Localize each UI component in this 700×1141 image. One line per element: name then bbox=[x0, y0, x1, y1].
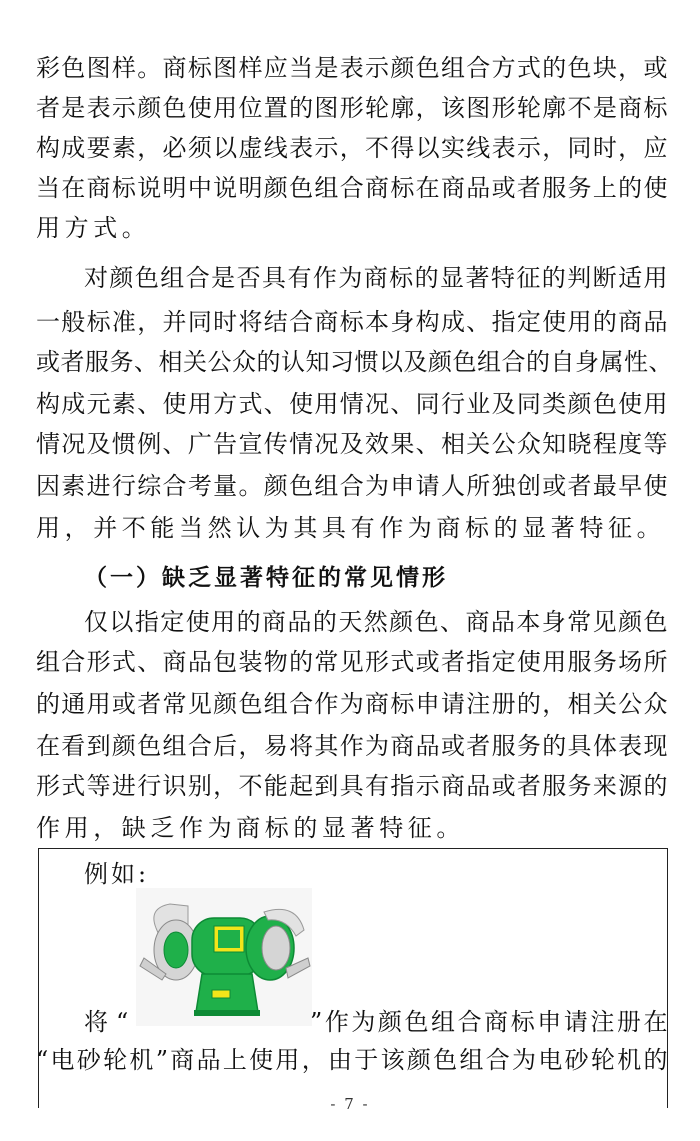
paragraph-2-line-5: 情况及惯例、广告宣传情况及效果、相关公众知晓程度等 bbox=[36, 430, 668, 458]
paragraph-3-line-5: 形式等进行识别，不能起到具有指示商品或者服务来源的 bbox=[36, 772, 668, 800]
paragraph-2-line-3: 或者服务、相关公众的认知习惯以及颜色组合的自身属性、 bbox=[36, 348, 673, 376]
paragraph-1-line-3: 构成要素，必须以虚线表示，不得以实线表示，同时，应 bbox=[36, 134, 668, 162]
example-line-1-after: ”作为颜色组合商标申请注册在 bbox=[310, 1008, 668, 1036]
paragraph-3-line-1: 仅以指定使用的商品的天然颜色、商品本身常见颜色 bbox=[84, 608, 668, 636]
example-line-1-before: 将“ bbox=[84, 1008, 137, 1036]
paragraph-3-line-6: 作用，缺乏作为商标的显著特征。 bbox=[36, 814, 465, 842]
example-line-2: “电砂轮机”商品上使用，由于该颜色组合为电砂轮机的 bbox=[36, 1046, 668, 1074]
paragraph-2-line-6: 因素进行综合考量。颜色组合为申请人所独创或者最早使 bbox=[36, 472, 668, 500]
paragraph-1-line-2: 者是表示颜色使用位置的图形轮廓，该图形轮廓不是商标 bbox=[36, 94, 668, 122]
paragraph-2-line-1: 对颜色组合是否具有作为商标的显著特征的判断适用 bbox=[84, 264, 668, 292]
paragraph-3-line-3: 的通用或者常见颜色组合作为商标申请注册的，相关公众 bbox=[36, 690, 668, 718]
page-number: - 7 - bbox=[330, 1095, 370, 1113]
section-heading: （一）缺乏显著特征的常见情形 bbox=[84, 565, 448, 591]
paragraph-2-line-2: 一般标准，并同时将结合商标本身构成、指定使用的商品 bbox=[36, 308, 668, 336]
paragraph-1-line-4: 当在商标说明中说明颜色组合商标在商品或者服务上的使 bbox=[36, 174, 668, 202]
example-line-1 bbox=[84, 1002, 668, 1042]
paragraph-1-line-1: 彩色图样。商标图样应当是表示颜色组合方式的色块，或 bbox=[36, 54, 668, 82]
paragraph-2-line-4: 构成元素、使用方式、使用情况、同行业及同类颜色使用 bbox=[36, 390, 668, 418]
paragraph-1-line-5: 用方式。 bbox=[36, 214, 151, 242]
paragraph-3-line-2: 组合形式、商品包装物的常见形式或者指定使用服务场所 bbox=[36, 648, 668, 676]
paragraph-3-line-4: 在看到颜色组合后，易将其作为商品或者服务的具体表现 bbox=[36, 732, 668, 760]
example-label: 例如: bbox=[84, 860, 150, 888]
paragraph-2-line-7: 用，并不能当然认为其具有作为商标的显著特征。 bbox=[36, 514, 666, 542]
